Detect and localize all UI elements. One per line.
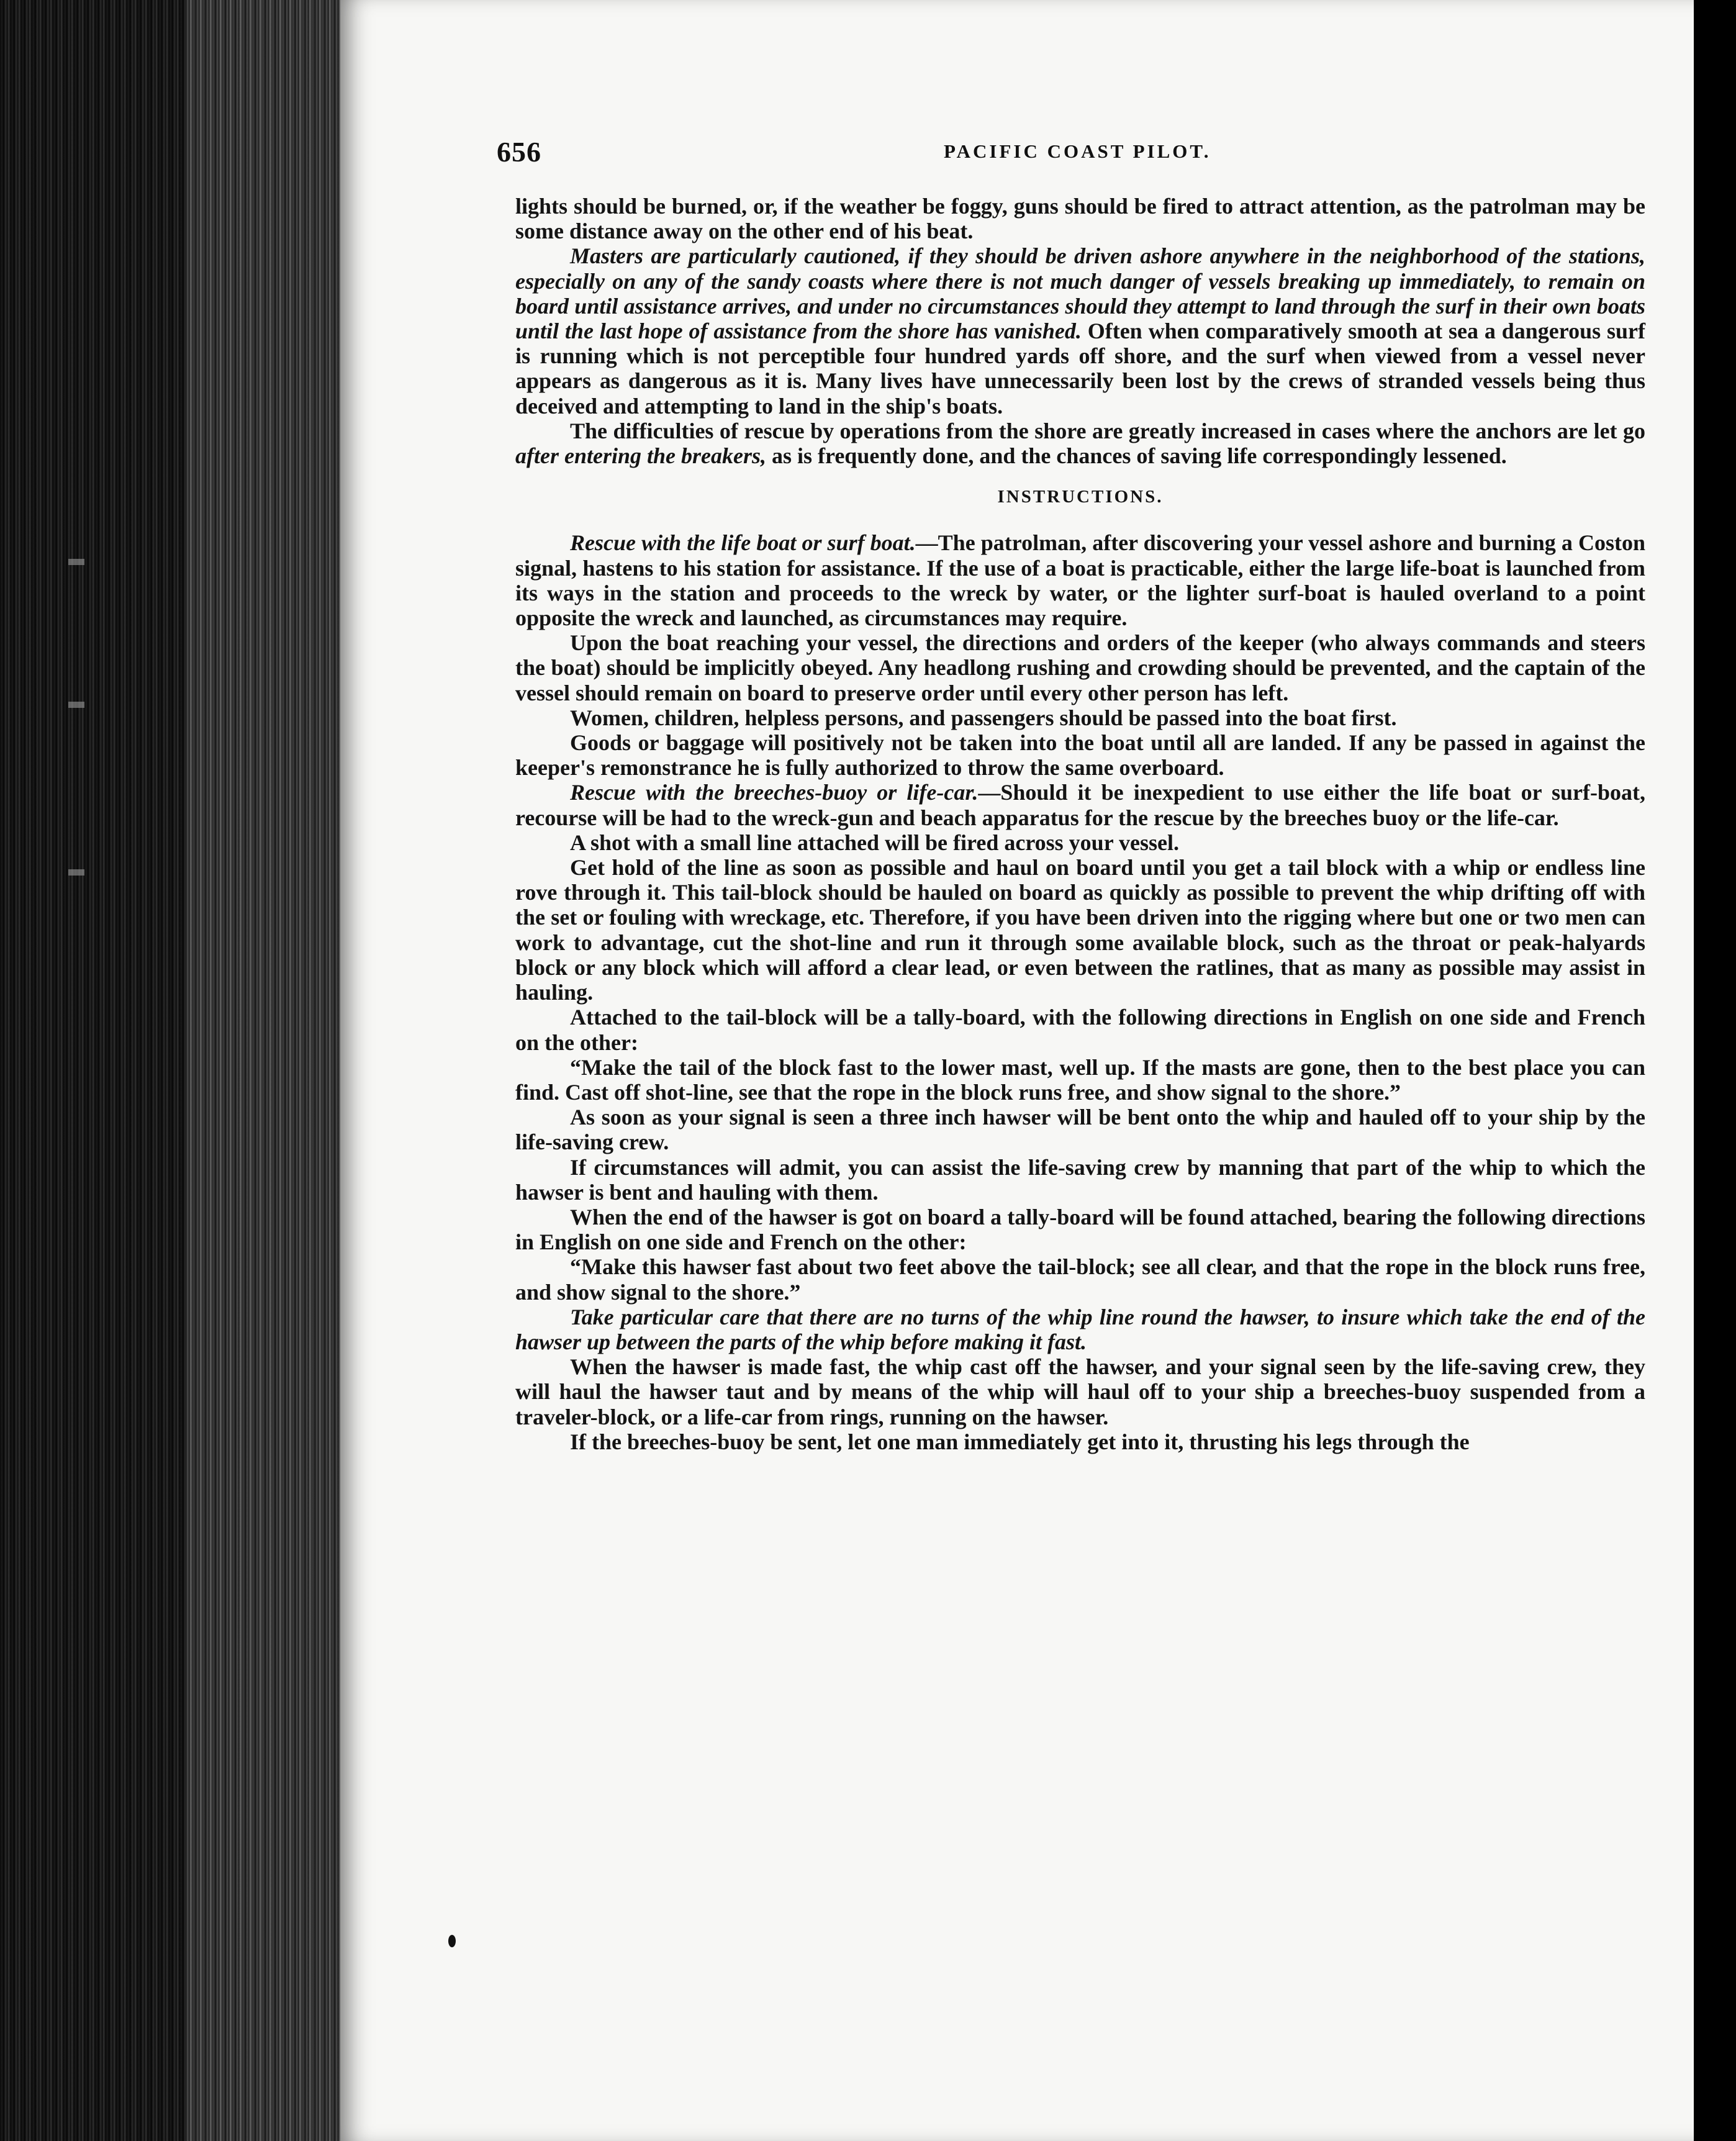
gutter-speck <box>68 869 84 876</box>
paragraph <box>515 830 1645 855</box>
italic-text: Rescue with the life boat or surf boat. <box>570 530 916 556</box>
paragraph <box>515 530 1645 630</box>
paragraph <box>515 1354 1645 1429</box>
gutter-speck <box>68 559 84 565</box>
paragraph <box>515 1055 1645 1105</box>
paragraph-text: The difficulties of rescue by operations from the shore are greatly increased in cases where the anchors are let go <box>570 418 1645 443</box>
italic-text: after entering the breakers, <box>515 443 766 469</box>
paragraph <box>515 1305 1645 1354</box>
paragraph <box>515 1105 1645 1154</box>
page-right-margin <box>1694 0 1736 2141</box>
paragraph-text: A shot with a small line attached will be fired across your vessel. <box>570 830 1179 855</box>
page-body <box>515 194 1645 1454</box>
paragraph <box>515 1205 1645 1254</box>
running-title: PACIFIC COAST PILOT. <box>944 140 1211 162</box>
paragraph-text: as is frequently done, and the chances of saving life correspondingly lessened. <box>771 443 1507 469</box>
paragraph-text: When the end of the hawser is got on board a tally-board will be found attached, bearing the following directions in English on one side and French on the other: <box>515 1204 1645 1255</box>
paragraph-text: If circumstances will admit, you can assist the life-saving crew by manning that part of the whip to which the hawser is bent and hauling with them. <box>515 1154 1645 1205</box>
paragraph-text: Goods or baggage will positively not be taken into the boat until all are landed. If any be passed in against the keeper's remonstrance he is fully authorized to throw the same overboard. <box>515 730 1645 781</box>
paragraph-text: As soon as your signal is seen a three inch hawser will be bent onto the whip and hauled off to your ship by the life-saving crew. <box>515 1105 1645 1155</box>
paragraph-text: —Should it be inexpedient to use either the life boat or surf-boat, recourse will be had to the wreck-gun and beach apparatus for the rescue by the breeches buoy or the life-car. <box>515 780 1645 830</box>
paragraph-text: Often when comparatively smooth at sea a dangerous surf is running which is not perceptible four hundred yards off shore, and the surf when viewed from a vessel never appears as dangerous as it is. Many lives have unnecessarily been lost by the crews of stranded vessels being thus deceived and attempting to land in the ship's boats. <box>515 319 1645 419</box>
paragraph <box>515 194 1645 243</box>
paragraph <box>515 1254 1645 1304</box>
paragraph <box>515 1429 1645 1454</box>
section-heading: INSTRUCTIONS. <box>997 487 1164 507</box>
paragraph <box>515 780 1645 830</box>
paragraph <box>515 243 1645 418</box>
italic-text: Masters are particularly cautioned, if they should be driven ashore anywhere in the neighborhood of the stations, especially on any of the sandy coasts where there is not much danger of vessels breaking up immediately, to remain on board until assistance arrives, and under no circumstances should they attempt to land through the surf in their own boats until the last hope of assistance from the shore has vanished. <box>515 243 1645 344</box>
paragraph-text: Get hold of the line as soon as possible and haul on board until you get a tail block with a whip or endless line rove through it. This tail-block should be hauled on board as quickly as possible to prevent the whip drifting off with the set or fouling with wreckage, etc. Therefore, if you have been driven into the rigging where but one or two men can work to advantage, cut the shot-line and run it through some available block, such as the throat or peak-halyards block or any block which will afford a clear lead, or even between the ratlines, that as many as possible may assist in hauling. <box>515 855 1645 1005</box>
paragraph <box>515 855 1645 1005</box>
paragraph-text: “Make this hawser fast about two feet above the tail-block; see all clear, and that the rope in the block runs free, and show signal to the shore.” <box>515 1254 1645 1305</box>
paragraph-text: —The patrolman, after discovering your vessel ashore and burning a Coston signal, hastens to his station for assistance. If the use of a boat is practicable, either the large life-boat is launched from its ways in the station and proceeds to the wreck by water, or the lighter surf-boat is hauled overland to a point opposite the wreck and launched, as circumstances may require. <box>515 530 1646 631</box>
paragraph <box>515 1005 1645 1054</box>
paragraph-text: Women, children, helpless persons, and passengers should be passed into the boat first. <box>570 705 1397 730</box>
book-gutter <box>0 0 348 2141</box>
paragraph <box>515 1155 1645 1205</box>
italic-text: Take particular care that there are no turns of the whip line round the hawser, to insure which take the end of the hawser up between the parts of the whip before making it fast. <box>515 1304 1645 1354</box>
paragraph-text: If the breeches-buoy be sent, let one man immediately get into it, thrusting his legs through the <box>570 1429 1470 1454</box>
paragraph <box>515 419 1645 468</box>
paragraph <box>515 705 1645 730</box>
page-number: 656 <box>497 136 541 168</box>
page-header <box>497 135 1655 173</box>
paragraph-text: “Make the tail of the block fast to the lower mast, well up. If the masts are gone, then to the best place you can find. Cast off shot-line, see that the rope in the block runs free, and show signal to the shore.” <box>515 1054 1645 1105</box>
paragraph-text: Upon the boat reaching your vessel, the directions and orders of the keeper (who always commands and steers the boat) should be implicitly obeyed. Any headlong rushing and crowding should be prevented, and the captain of the vessel should remain on board to preserve order until every other person has left. <box>515 630 1645 705</box>
gutter-speck <box>68 702 84 708</box>
paragraph <box>515 630 1645 705</box>
ink-dot <box>448 1935 456 1947</box>
paragraph-text: lights should be burned, or, if the weather be foggy, guns should be fired to attract attention, as the patrolman may be some distance away on the other end of his beat. <box>515 194 1645 244</box>
paragraph-text: Attached to the tail-block will be a tally-board, with the following directions in English on one side and French on the other: <box>515 1005 1645 1055</box>
paragraph <box>515 730 1645 780</box>
italic-text: Rescue with the breeches-buoy or life-car. <box>570 780 979 805</box>
paragraph-text: When the hawser is made fast, the whip cast off the hawser, and your signal seen by the life-saving crew, they will haul the hawser taut and by means of the whip will haul off to your ship a breeches-buoy suspended from a traveler-block, or a life-car from rings, running on the hawser. <box>515 1354 1645 1429</box>
